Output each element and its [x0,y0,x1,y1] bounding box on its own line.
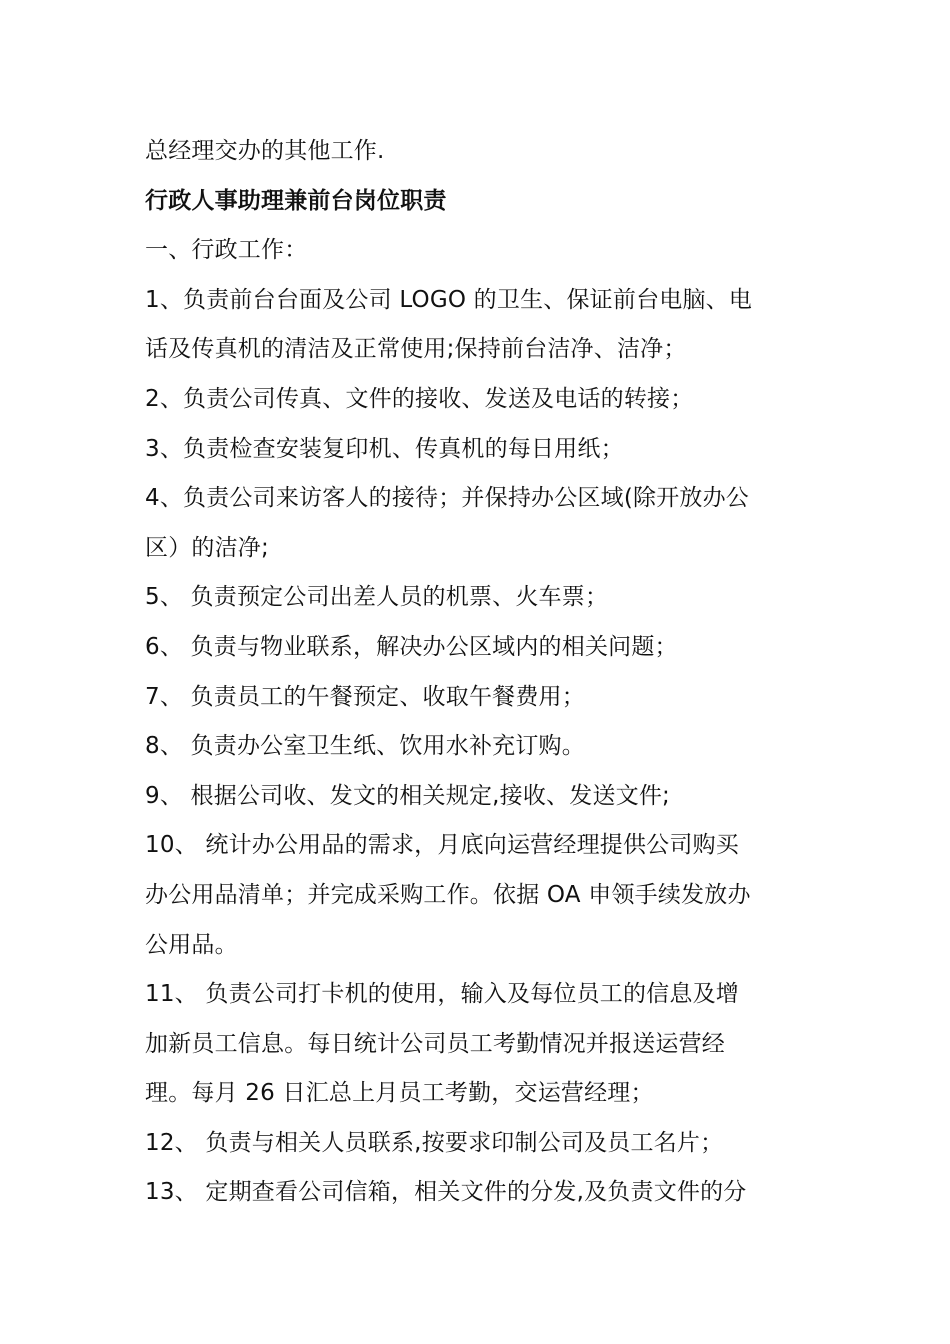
text-line: 1、负责前台台面及公司 LOGO 的卫生、保证前台电脑、电 [145,286,753,313]
text-line: 理。每月 26 日汇总上月员工考勤，交运营经理； [145,1080,654,1107]
document-body [145,127,810,1218]
text-line: 11、 负责公司打卡机的使用，输入及每位员工的信息及增 [145,981,739,1008]
text-line: 总经理交办的其他工作. [145,138,385,164]
text-line: 3、负责检查安装复印机、传真机的每日用纸； [145,435,624,462]
text-line: 10、 统计办公用品的需求，月底向运营经理提供公司购买 [145,832,739,859]
section-title: 行政人事助理兼前台岗位职责 [145,187,447,214]
section-heading: 一、行政工作： [145,237,308,264]
text-line: 6、 负责与物业联系，解决办公区域内的相关问题； [145,633,678,660]
text-line: 话及传真机的清洁及正常使用;保持前台洁净、洁净； [145,336,687,363]
text-line: 4、负责公司来访客人的接待；并保持办公区域(除开放办公 [145,485,750,512]
text-line: 2、负责公司传真、文件的接收、发送及电话的转接； [145,385,694,412]
text-line: 12、 负责与相关人员联系,按要求印制公司及员工名片； [145,1129,724,1156]
text-line: 办公用品清单；并完成采购工作。依据 OA 申领手续发放办 [145,881,751,908]
text-line: 区）的洁净; [145,534,269,561]
text-line: 5、 负责预定公司出差人员的机票、火车票； [145,584,609,611]
text-line: 7、 负责员工的午餐预定、收取午餐费用； [145,683,585,710]
text-line: 公用品。 [145,931,238,958]
text-line: 13、 定期查看公司信箱，相关文件的分发,及负责文件的分 [145,1179,747,1206]
text-line: 8、 负责办公室卫生纸、饮用水补充订购。 [145,733,585,760]
text-line: 9、 根据公司收、发文的相关规定,接收、发送文件; [145,782,671,809]
text-line: 加新员工信息。每日统计公司员工考勤情况并报送运营经 [145,1030,725,1057]
